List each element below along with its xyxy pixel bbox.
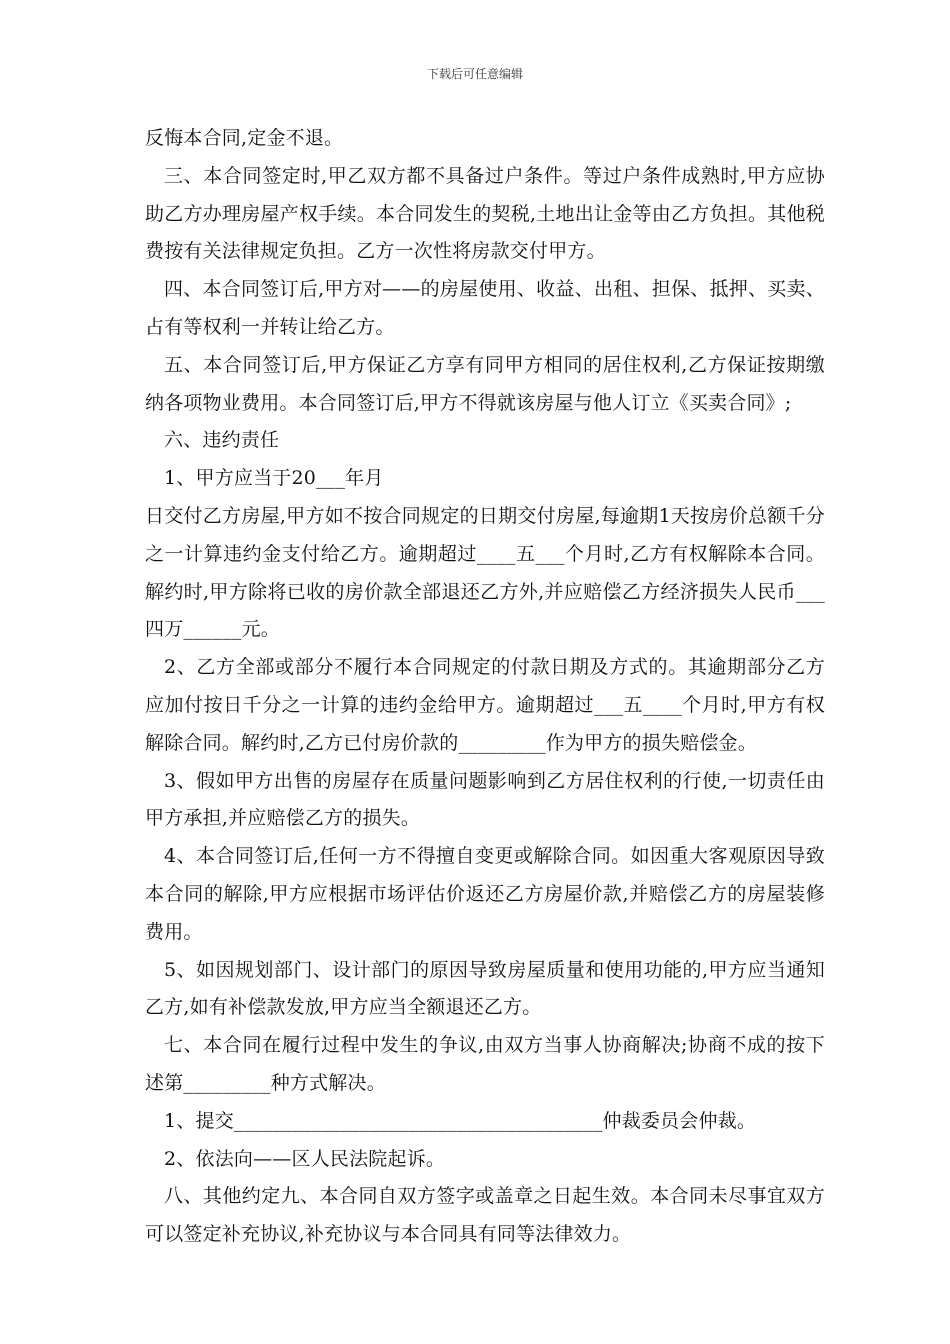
paragraph: 2、乙方全部或部分不履行本合同规定的付款日期及方式的。其逾期部分乙方应加付按日千分之一计算的违约金给甲方。逾期超过___五____个月时,甲方有权解除合同。解约时,乙方已付房价款的_________作为甲方的损失赔偿金。	[145, 656, 825, 754]
section-heading: 六、违约责任	[164, 429, 280, 452]
document-body	[145, 120, 825, 1254]
page-header: 下载后可任意编辑	[426, 67, 523, 81]
paragraph: 2、依法向——区人民法院起诉。	[164, 1147, 446, 1170]
paragraph: 1、提交______________________________________仲裁委员会仲裁。	[164, 1109, 757, 1132]
paragraph: 三、本合同签定时,甲乙双方都不具备过户条件。等过户条件成熟时,甲方应协助乙方办理房屋产权手续。本合同发生的契税,土地出让金等由乙方负担。其他税费按有关法律规定负担。乙方一次性将房款交付甲方。	[145, 164, 825, 263]
paragraph: 5、如因规划部门、设计部门的原因导致房屋质量和使用功能的,甲方应当通知乙方,如有补偿款发放,甲方应当全额退还乙方。	[145, 958, 825, 1019]
paragraph: 3、假如甲方出售的房屋存在质量问题影响到乙方居住权利的行使,一切责任由甲方承担,并应赔偿乙方的损失。	[145, 769, 825, 830]
paragraph: 日交付乙方房屋,甲方如不按合同规定的日期交付房屋,每逾期1天按房价总额千分之一计算违约金支付给乙方。逾期超过____五___个月时,乙方有权解除本合同。解约时,甲方除将已收的房价款全部退还乙方外,并应赔偿乙方经济损失人民币___四万______元。	[145, 504, 825, 641]
paragraph: 1、甲方应当于20___年月	[164, 467, 384, 490]
paragraph: 五、本合同签订后,甲方保证乙方享有同甲方相同的居住权利,乙方保证按期缴纳各项物业费用。本合同签订后,甲方不得就该房屋与他人订立《买卖合同》;	[145, 353, 825, 414]
paragraph: 七、本合同在履行过程中发生的争议,由双方当事人协商解决;协商不成的按下述第_________种方式解决。	[145, 1034, 825, 1094]
paragraph: 4、本合同签订后,任何一方不得擅自变更或解除合同。如因重大客观原因导致本合同的解除,甲方应根据市场评估价返还乙方房屋价款,并赔偿乙方的房屋装修费用。	[145, 845, 825, 943]
paragraph: 反悔本合同,定金不退。	[145, 127, 344, 149]
paragraph: 八、其他约定九、本合同自双方签字或盖章之日起生效。本合同未尽事宜双方可以签定补充协议,补充协议与本合同具有同等法律效力。	[145, 1185, 825, 1246]
paragraph: 四、本合同签订后,甲方对——的房屋使用、收益、出租、担保、抵押、买卖、占有等权利一并转让给乙方。	[145, 278, 825, 338]
